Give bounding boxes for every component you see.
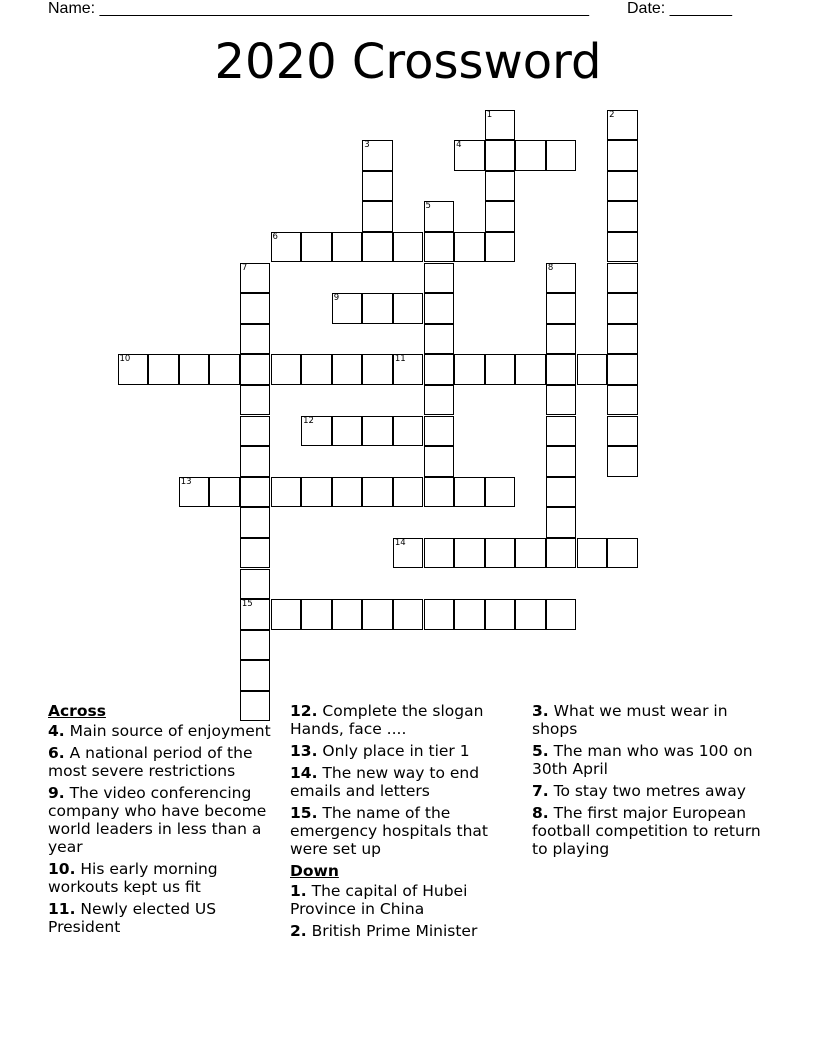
grid-cell[interactable] [454,538,485,569]
grid-cell[interactable] [546,416,577,447]
grid-cell[interactable] [362,201,393,232]
grid-cell[interactable] [301,599,332,630]
grid-cell[interactable] [485,140,516,171]
grid-cell[interactable] [515,599,546,630]
clue-item [290,702,525,738]
grid-cell[interactable] [546,354,577,385]
clue-item [532,782,767,800]
grid-cell[interactable] [240,660,271,691]
across-clue-list [48,722,283,936]
clue-number: 9 [333,293,340,304]
clue-item-text: The new way to end emails and letters [290,764,480,800]
grid-cell[interactable] [454,599,485,630]
clue-item-text: The video conferencing company who have become world leaders in less than a year [48,784,267,856]
grid-cell[interactable] [607,110,638,141]
grid-cell[interactable] [362,232,393,263]
grid-cell[interactable] [332,599,363,630]
across-clue-list-continued [290,702,525,858]
grid-cell[interactable] [240,293,271,324]
clue-item-number: 11. [48,900,76,918]
grid-cell[interactable] [393,477,424,508]
grid-cell[interactable] [240,263,271,294]
clue-item-number: 8. [532,804,549,822]
grid-cell[interactable] [485,201,516,232]
clue-item-text: The first major European football competition to return to playing [532,804,761,858]
grid-cell[interactable] [454,477,485,508]
clue-number: 6 [272,231,278,242]
grid-cell[interactable] [454,354,485,385]
clue-number: 2 [609,109,615,120]
grid-cell[interactable] [607,416,638,447]
grid-cell[interactable] [301,416,332,447]
grid-cell[interactable] [577,354,608,385]
grid-cell[interactable] [607,324,638,355]
clues-column-2 [290,702,525,944]
grid-cell[interactable] [424,354,455,385]
clue-item-number: 12. [290,702,318,720]
clue-item [48,860,283,896]
grid-cell[interactable] [485,599,516,630]
grid-cell[interactable] [546,324,577,355]
clue-item-number: 6. [48,744,65,762]
clue-item-text: The name of the emergency hospitals that were set up [290,804,488,858]
clue-item-number: 3. [532,702,549,720]
grid-cell[interactable] [393,354,424,385]
grid-cell[interactable] [515,354,546,385]
page-title: 2020 Crossword [214,34,602,90]
clue-item [290,804,525,858]
grid-cell[interactable] [607,354,638,385]
grid-cell[interactable] [485,538,516,569]
clues-column-1 [48,702,283,940]
clue-item [290,742,525,760]
grid-cell[interactable] [607,293,638,324]
clue-item-number: 2. [290,922,307,940]
grid-cell[interactable] [271,599,302,630]
clues-column-3 [532,702,767,862]
clue-item-text: What we must wear in shops [532,702,728,738]
grid-cell[interactable] [240,385,271,416]
grid-cell[interactable] [301,477,332,508]
grid-cell[interactable] [362,599,393,630]
grid-cell[interactable] [240,538,271,569]
clue-item-text: To stay two metres away [548,782,746,800]
clue-number: 10 [119,354,131,365]
grid-cell[interactable] [240,569,271,600]
clue-item [532,742,767,778]
date-field-line: Date: _______ [627,0,732,17]
grid-cell[interactable] [393,538,424,569]
grid-cell[interactable] [515,140,546,171]
clue-number: 3 [364,140,370,151]
grid-cell[interactable] [546,293,577,324]
grid-cell[interactable] [301,354,332,385]
grid-cell[interactable] [240,354,271,385]
grid-cell[interactable] [362,354,393,385]
clue-item [48,900,283,936]
grid-cell[interactable] [546,385,577,416]
grid-cell[interactable] [240,507,271,538]
grid-cell[interactable] [148,354,179,385]
grid-cell[interactable] [424,385,455,416]
down-clue-list-continued [532,702,767,858]
clue-item-text: Newly elected US President [48,900,217,936]
clue-item-number: 7. [532,782,549,800]
clue-number: 8 [547,262,554,273]
grid-cell[interactable] [424,446,455,477]
across-heading: Across [48,702,106,720]
grid-cell[interactable] [332,354,363,385]
grid-cell[interactable] [362,171,393,202]
clue-number: 15 [241,599,253,610]
grid-cell[interactable] [179,354,210,385]
grid-cell[interactable] [485,171,516,202]
clue-number: 4 [456,140,462,151]
clue-item [532,804,767,858]
grid-cell[interactable] [577,538,608,569]
grid-cell[interactable] [179,477,210,508]
grid-cell[interactable] [332,416,363,447]
clue-item [48,722,283,740]
grid-cell[interactable] [607,232,638,263]
grid-cell[interactable] [607,140,638,171]
grid-cell[interactable] [209,477,240,508]
clue-item [532,702,767,738]
clue-item-text: Main source of enjoyment [64,722,271,740]
grid-cell[interactable] [607,538,638,569]
grid-cell[interactable] [546,140,577,171]
clue-number: 11 [394,354,406,365]
grid-cell[interactable] [546,263,577,294]
grid-cell[interactable] [393,232,424,263]
grid-cell[interactable] [485,232,516,263]
clue-item [48,744,283,780]
grid-cell[interactable] [607,446,638,477]
clue-number: 5 [425,201,431,212]
grid-cell[interactable] [118,354,149,385]
clue-item-number: 13. [290,742,318,760]
grid-cell[interactable] [301,232,332,263]
grid-cell[interactable] [454,140,485,171]
grid-cell[interactable] [362,477,393,508]
grid-cell[interactable] [607,201,638,232]
clue-item-number: 1. [290,882,307,900]
grid-cell[interactable] [332,232,363,263]
grid-cell[interactable] [393,599,424,630]
grid-cell[interactable] [424,324,455,355]
grid-cell[interactable] [424,477,455,508]
grid-cell[interactable] [332,477,363,508]
down-clue-list [290,882,525,940]
grid-cell[interactable] [546,477,577,508]
grid-cell[interactable] [424,232,455,263]
name-field-line: Name: _______________________________________________________ [48,0,589,17]
grid-cell[interactable] [424,538,455,569]
clue-item-number: 15. [290,804,318,822]
grid-cell[interactable] [485,354,516,385]
grid-cell[interactable] [424,201,455,232]
grid-cell[interactable] [424,599,455,630]
grid-cell[interactable] [424,293,455,324]
clue-item-text: The capital of Hubei Province in China [290,882,468,918]
clue-item-text: The man who was 100 on 30th April [532,742,753,778]
grid-cell[interactable] [240,477,271,508]
clue-item-text: Complete the slogan Hands, face .... [290,702,484,738]
grid-cell[interactable] [362,416,393,447]
clue-item [290,764,525,800]
grid-cell[interactable] [424,416,455,447]
grid-cell[interactable] [546,446,577,477]
grid-cell[interactable] [362,293,393,324]
grid-cell[interactable] [546,507,577,538]
clue-item-text: British Prime Minister [306,922,478,940]
grid-cell[interactable] [271,477,302,508]
grid-cell[interactable] [485,477,516,508]
clue-number: 12 [303,415,314,426]
clue-item-number: 4. [48,722,65,740]
clue-item-number: 10. [48,860,76,878]
grid-cell[interactable] [362,140,393,171]
grid-cell[interactable] [607,385,638,416]
grid-cell[interactable] [454,232,485,263]
grid-cell[interactable] [209,354,240,385]
clue-item-number: 5. [532,742,549,760]
down-heading: Down [290,862,339,880]
grid-cell[interactable] [271,354,302,385]
grid-cell[interactable] [393,293,424,324]
grid-cell[interactable] [546,538,577,569]
grid-cell[interactable] [271,232,302,263]
clue-item [290,882,525,918]
clue-number: 7 [241,262,248,273]
clue-number: 13 [180,476,192,487]
grid-cell[interactable] [240,416,271,447]
grid-cell[interactable] [332,293,363,324]
clue-item-number: 14. [290,764,318,782]
grid-cell[interactable] [515,538,546,569]
clue-item-text: A national period of the most severe restrictions [48,744,253,780]
grid-cell[interactable] [240,599,271,630]
grid-cell[interactable] [607,171,638,202]
grid-cell[interactable] [546,599,577,630]
grid-cell[interactable] [607,263,638,294]
clue-number: 1 [486,109,493,120]
grid-cell[interactable] [393,416,424,447]
clue-item [290,922,525,940]
clue-item-text: His early morning workouts kept us fit [48,860,218,896]
grid-cell[interactable] [485,110,516,141]
clue-item-text: Only place in tier 1 [317,742,470,760]
clue-item-number: 9. [48,784,65,802]
grid-cell[interactable] [424,263,455,294]
grid-cell[interactable] [240,630,271,661]
clue-item [48,784,283,856]
grid-cell[interactable] [240,446,271,477]
grid-cell[interactable] [240,324,271,355]
clue-number: 14 [394,537,406,548]
